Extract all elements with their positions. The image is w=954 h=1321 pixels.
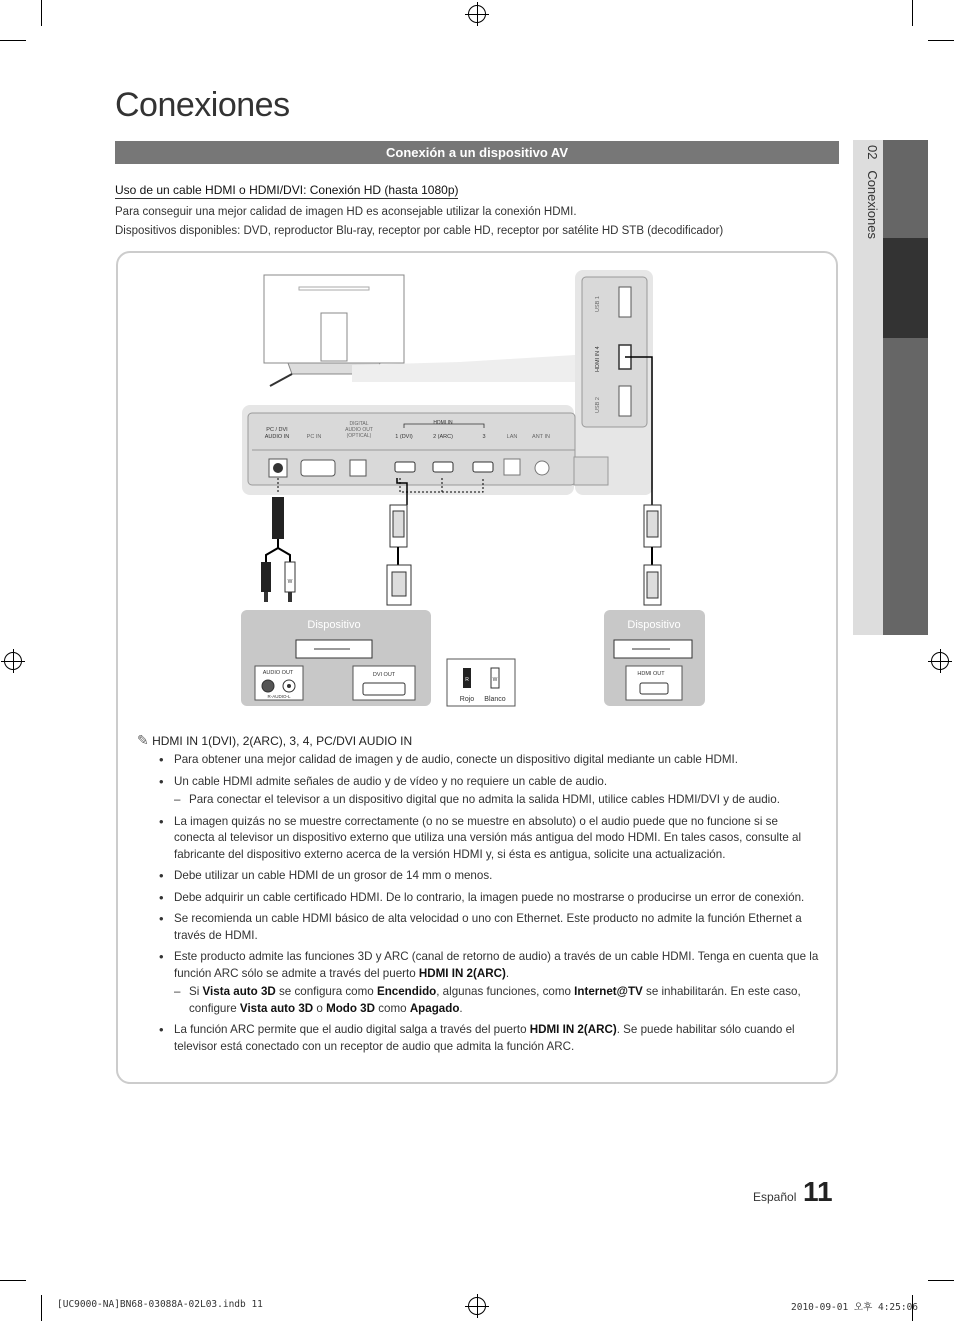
port-hdmi-2 (433, 462, 453, 472)
hdmi-cable (644, 505, 661, 605)
device-right-title: Dispositivo (627, 619, 681, 631)
label-digital-audio: AUDIO OUT (345, 427, 373, 433)
list-subitem: – Para conectar el televisor a un dispositivo digital que no admita la salida HDMI, utilice cables HDMI/DVI y de audio. (174, 792, 820, 809)
list-item: • Este producto admite las funciones 3D y ARC (canal de retorno de audio) a través de un cable HDMI. Tenga en cuenta que la función ARC sólo se admite a través del puerto HDMI IN 2(ARC). – Si Vista auto 3D se configura como Encendido, algunas funciones, como Internet@TV se inhabilitarán. En este caso, configure Vista auto 3D o Modo 3D como Apagado. (158, 949, 820, 1017)
label-pc-dvi: PC / DVI (266, 427, 288, 433)
list-item: • La imagen quizás no se muestre correctamente (o no se muestre en absoluto) o el audio puede que no funcione si se conecta al televisor un dispositivo externo que utiliza una versión más antigua del modo HDMI. En tales casos, consulte al fabricante del dispositivo externo acerca de la versión HDMI y, si ésta es antigua, solicite una actualización. (158, 814, 820, 864)
device-right (604, 610, 705, 706)
footer-date: 2010-09-01 오후 4:25:06 (791, 1302, 919, 1313)
footer-language: Español (753, 1190, 797, 1204)
label-usb2: USB 2 (595, 397, 601, 413)
audio-w-label: W (287, 579, 293, 585)
side-tab-number: 02 (865, 145, 880, 160)
notes-list (158, 752, 820, 1060)
device-left-r-audio-l: R-AUDIO-L (267, 694, 291, 699)
label-usb1: USB 1 (595, 296, 601, 312)
label-pc-dvi-audio: AUDIO IN (264, 434, 290, 440)
label-lan: LAN (506, 434, 518, 440)
port-pc-in (301, 460, 335, 476)
note-heading-text: HDMI IN 1(DVI), 2(ARC), 3, 4, PC/DVI AUDIO IN (152, 734, 413, 748)
list-item: • Debe adquirir un cable certificado HDMI. De lo contrario, la imagen puede no mostrarse o producirse un error de conexión. (158, 890, 820, 907)
side-tab-text: Conexiones (865, 170, 880, 239)
list-item: • Debe utilizar un cable HDMI de un grosor de 14 mm o menos. (158, 868, 820, 885)
device-left-title: Dispositivo (307, 619, 361, 631)
crop-mark (41, 0, 42, 26)
section-title: Conexión a un dispositivo AV (115, 141, 839, 164)
audio-cable (261, 497, 295, 602)
label-hdmi-in: HDMI IN (433, 420, 453, 426)
port-lan (504, 459, 520, 475)
label-hdmi-3: 3 (482, 434, 486, 440)
footer-file: [UC9000-NA]BN68-03088A-02L03.indb 11 (57, 1299, 263, 1310)
crop-mark (928, 40, 954, 41)
connection-diagram (230, 268, 720, 710)
side-tab-active (883, 238, 928, 338)
legend-w-label: W (492, 677, 498, 683)
port-hdmi-3 (473, 462, 493, 472)
port-optical (350, 460, 366, 476)
label-hdmi-2: 2 (ARC) (433, 434, 453, 440)
registration-mark-icon (931, 652, 949, 670)
label-digital: DIGITAL (349, 421, 369, 427)
port-pc-dvi-audio (269, 459, 287, 477)
label-pc-in: PC IN (306, 434, 322, 440)
device-left-audio-out: AUDIO OUT (262, 670, 294, 676)
cable-color-legend (447, 659, 515, 706)
intro-text: Dispositivos disponibles: DVD, reproductor Blu-ray, receptor por cable HD, receptor por satélite HD STB (decodificador) (115, 225, 724, 237)
registration-mark-icon (4, 652, 22, 670)
label-hdmi-1: 1 (DVI) (395, 434, 413, 440)
label-optical: (OPTICAL) (346, 433, 372, 439)
page-title: Conexiones (115, 86, 290, 124)
subheading: Uso de un cable HDMI o HDMI/DVI: Conexión HD (hasta 1080p) (115, 183, 459, 197)
crop-mark (41, 1295, 42, 1321)
page-number: 11 (803, 1176, 833, 1207)
crop-mark (0, 1280, 26, 1281)
legend-blanco: Blanco (484, 696, 506, 703)
crop-mark (0, 40, 26, 41)
list-item: • Para obtener una mejor calidad de imagen y de audio, conecte un dispositivo digital mediante un cable HDMI. (158, 752, 820, 769)
list-item: • Un cable HDMI admite señales de audio y de vídeo y no requiere un cable de audio. – Para conectar el televisor a un dispositivo digital que no admita la salida HDMI, utilice cables HDMI/DVI y de audio. (158, 774, 820, 809)
hdmi-dvi-cable (387, 505, 411, 605)
label-ant-in: ANT IN (532, 434, 550, 440)
side-tab-label (856, 145, 880, 275)
pencil-icon: ✎ (137, 732, 149, 748)
legend-r-label: R (465, 677, 469, 683)
crop-mark (912, 0, 913, 26)
list-subitem: – Si Vista auto 3D se configura como Encendido, algunas funciones, como Internet@TV se inhabilitarán. En este caso, configure Vista auto 3D o Modo 3D como Apagado. (174, 984, 820, 1017)
intro-text: Para conseguir una mejor calidad de imagen HD es aconsejable utilizar la conexión HDMI. (115, 206, 577, 218)
port-hdmi-1 (395, 462, 415, 472)
legend-rojo: Rojo (459, 696, 475, 703)
device-left (241, 610, 431, 706)
port-ant-in (535, 461, 549, 475)
label-hdmi-in-4: HDMI IN 4 (595, 346, 601, 372)
note-heading (137, 732, 412, 749)
registration-mark-icon (468, 1297, 486, 1315)
device-left-dvi-out: DVI OUT (372, 672, 396, 678)
list-item: • Se recomienda un cable HDMI básico de alta velocidad o uno con Ethernet. Este producto no admite la función Ethernet a través de HDMI. (158, 911, 820, 944)
crop-mark (928, 1280, 954, 1281)
registration-mark-icon (468, 5, 486, 23)
device-right-hdmi-out: HDMI OUT (637, 671, 665, 677)
list-item: • La función ARC permite que el audio digital salga a través del puerto HDMI IN 2(ARC). Se puede habilitar sólo cuando el televisor está conectado con un receptor de audio que admita la función ARC. (158, 1022, 820, 1055)
side-tab-dark (883, 140, 928, 635)
